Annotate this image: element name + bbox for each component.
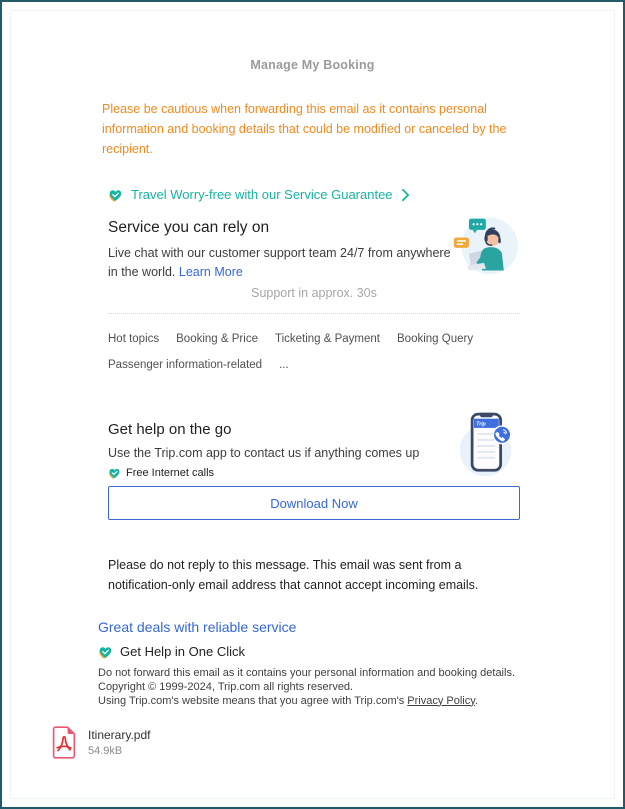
topics-row-2 (108, 359, 520, 371)
free-internet-calls (108, 467, 456, 479)
learn-more-link[interactable]: Learn More (178, 265, 243, 279)
attachment-filesize: 54.9kB (88, 745, 123, 758)
trip-app-phone-illustration (456, 409, 520, 479)
download-now-button[interactable]: Download Now (108, 486, 520, 520)
legal-line-2: Copyright © 1999-2024, Trip.com all rights reserved. (98, 680, 354, 693)
topic-passenger-information[interactable]: Passenger information-related (108, 359, 263, 371)
topic-ticketing-payment[interactable]: Ticketing & Payment (274, 333, 381, 345)
app-section (108, 413, 520, 479)
legal-line-1: Do not forward this email as it contains your personal information and booking details. (98, 667, 516, 679)
support-agent-illustration (448, 212, 520, 278)
free-internet-calls-label: Free Internet calls (126, 467, 215, 479)
service-section (108, 219, 520, 282)
service-guarantee-link[interactable] (108, 187, 520, 202)
legal-line-3-prefix: Using Trip.com's website means that you agree with Trip.com's (98, 694, 408, 707)
service-title: Service you can rely on (108, 219, 270, 236)
legal-line-3-suffix: . (474, 694, 478, 707)
topic-hot-topics[interactable]: Hot topics (108, 333, 160, 345)
heart-check-icon (108, 188, 123, 202)
service-body-text: Live chat with our customer support team 24/7 from anywhere in the world. (108, 246, 451, 279)
no-reply-notice: Please do not reply to this message. This email was sent from a notification-only email address that cannot accept incoming emails. (108, 558, 479, 592)
forwarding-warning-text: Please be cautious when forwarding this email as it contains personal information and booking details that could be modified or canceled by the recipient. (102, 102, 507, 156)
footer (98, 619, 548, 708)
footer-tagline: Great deals with reliable service (98, 619, 297, 635)
legal-text (98, 667, 548, 708)
help-topics (108, 333, 520, 371)
pdf-file-icon (50, 726, 77, 759)
heart-check-icon (98, 645, 113, 659)
phone-screen-trip-label: Trip (475, 421, 486, 428)
topic-more[interactable]: ... (279, 359, 289, 371)
manage-my-booking-link[interactable]: Manage My Booking (250, 58, 375, 72)
chevron-right-icon (401, 188, 410, 202)
dotted-divider (108, 313, 520, 314)
topics-row-1 (108, 333, 520, 345)
get-help-one-click (98, 644, 548, 659)
legal-line-3 (98, 695, 548, 709)
heart-check-icon (108, 467, 121, 479)
attachment-filename: Itinerary.pdf (88, 728, 151, 743)
get-help-one-click-label: Get Help in One Click (120, 644, 245, 659)
topic-booking-query[interactable]: Booking Query (397, 333, 474, 345)
attachment-itinerary-pdf[interactable] (50, 726, 230, 759)
privacy-policy-link[interactable]: Privacy Policy (407, 694, 475, 707)
support-eta-text: Support in approx. 30s (251, 286, 377, 300)
topic-booking-price[interactable]: Booking & Price (176, 333, 258, 345)
app-body: Use the Trip.com app to contact us if anything comes up (108, 446, 420, 460)
service-body (108, 244, 456, 282)
app-title: Get help on the go (108, 421, 232, 438)
service-guarantee-label: Travel Worry-free with our Service Guarantee (131, 187, 393, 202)
